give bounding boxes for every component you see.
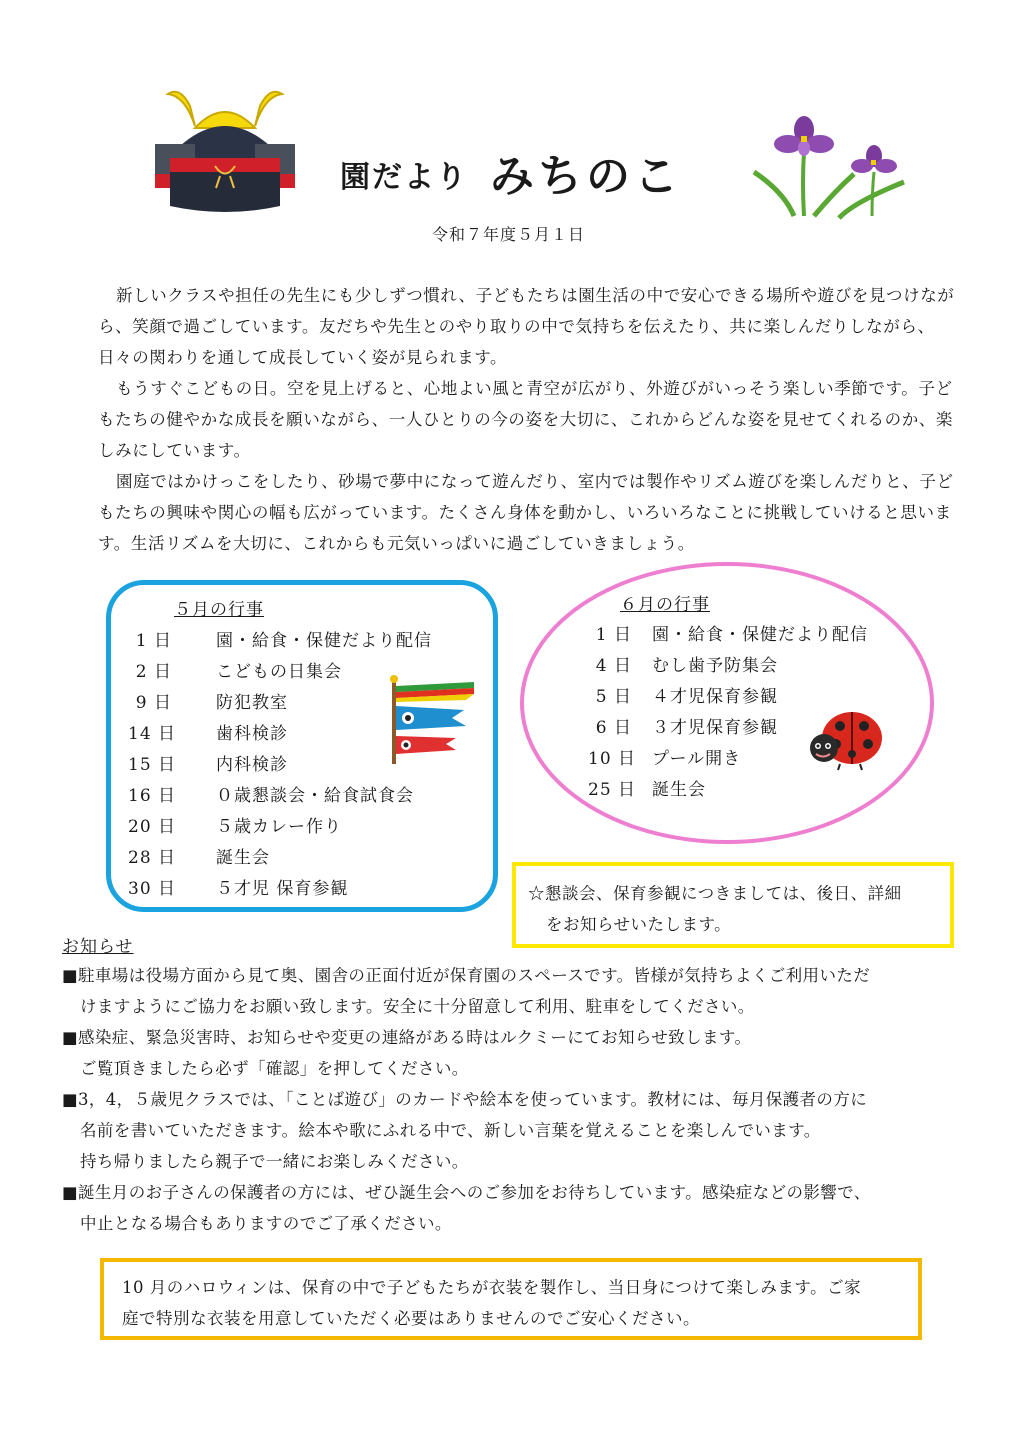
june-events-title: ６月の行事 — [620, 595, 710, 615]
event-text: 園・給食・保健だより配信 — [216, 631, 432, 651]
intro-paragraph: 新しいクラスや担任の先生にも少しずつ慣れ、子どもたちは園生活の中で安心できる場所や遊びを見つけながら、笑顔で過ごしています。友だちや先生とのやり取りの中で気持ちを伝えたり、共に楽しんだりしながら、日々の関わりを通して成長していく姿が見られます。 — [98, 286, 955, 367]
event-day: 14 日 — [128, 724, 177, 744]
event-day: 20 日 — [128, 817, 177, 837]
notice-item: ■誕生月のお子さんの保護者の方には、ぜひ誕生会へのご参加をお待ちしています。感染症などの影響で、 — [62, 1183, 871, 1202]
event-text: ０歳懇談会・給食試食会 — [216, 786, 414, 806]
event-day: 1 日 — [135, 631, 172, 651]
iris-flower-icon — [744, 112, 914, 220]
event-text: ４才児保育参観 — [652, 687, 778, 707]
notice-item: ■駐車場は役場方面から見て奥、園舎の正面付近が保育園のスペースです。皆様が気持ちよくご利用いただ — [62, 966, 871, 985]
intro-paragraph: 園庭ではかけっこをしたり、砂場で夢中になって遊んだり、室内では製作やリズム遊びを楽しんだりと、子どもたちの興味や関心の幅も広がっています。たくさん身体を動かし、いろいろなことに挑戦していけると思います。生活リズムを大切に、これからも元気いっぱいに過ごしていきましょう。 — [98, 472, 954, 553]
event-text: ５才児 保育参観 — [216, 879, 349, 899]
notices-heading: お知らせ — [62, 937, 134, 957]
may-events-title: ５月の行事 — [174, 600, 264, 620]
event-day: 15 日 — [128, 755, 177, 775]
event-text: こどもの日集会 — [216, 662, 342, 682]
event-day: 2 日 — [135, 662, 172, 682]
notice-item-cont: 名前を書いていただきます。絵本や歌にふれる中で、新しい言葉を覚えることを楽しんでいます。 — [80, 1121, 821, 1140]
notice-line: をお知らせいたします。 — [546, 915, 732, 934]
notice-item-cont: けますようにご協力をお願い致します。安全に十分留意して利用、駐車をしてください。 — [80, 997, 755, 1016]
newsletter-title: みちのこ — [490, 151, 682, 202]
halloween-line: 10 月のハロウィンは、保育の中で子どもたちが衣装を製作し、当日身につけて楽しみます。ご家 — [122, 1278, 862, 1297]
notice-item: ■感染症、緊急災害時、お知らせや変更の連絡がある時はルクミーにてお知らせ致します。 — [62, 1028, 752, 1047]
event-day: 28 日 — [128, 848, 177, 868]
conference-notice — [512, 862, 954, 948]
event-text: 歯科検診 — [216, 724, 288, 744]
koinobori-icon — [386, 674, 478, 766]
event-text: むし歯予防集会 — [652, 656, 778, 676]
kabuto-icon — [150, 86, 300, 216]
notice-item: ■3，4，５歳児クラスでは、「ことば遊び」のカードや絵本を使っています。教材には、毎月保護者の方に — [62, 1090, 868, 1109]
newsletter-label: 園だより — [340, 160, 468, 195]
event-text: 内科検診 — [216, 755, 288, 775]
event-day: 5 日 — [595, 687, 632, 707]
event-day: 10 日 — [588, 749, 637, 769]
event-text: プール開き — [652, 749, 742, 769]
halloween-notice — [100, 1258, 922, 1340]
event-day: 16 日 — [128, 786, 177, 806]
notice-item-cont: ご覧頂きましたら必ず「確認」を押してください。 — [80, 1059, 469, 1078]
ladybug-icon — [804, 706, 884, 772]
event-day: 25 日 — [588, 780, 637, 800]
notice-line: ☆懇談会、保育参観につきましては、後日、詳細 — [528, 884, 902, 903]
event-text: 誕生会 — [652, 780, 706, 800]
event-text: 園・給食・保健だより配信 — [652, 625, 868, 645]
event-day: 9 日 — [135, 693, 172, 713]
notice-item-cont: 中止となる場合もありますのでご了承ください。 — [80, 1214, 452, 1233]
event-text: 誕生会 — [216, 848, 270, 868]
event-text: 防犯教室 — [216, 693, 288, 713]
halloween-line: 庭で特別な衣装を用意していただく必要はありませんのでご安心ください。 — [122, 1309, 700, 1328]
notice-item-cont: 持ち帰りましたら親子で一緒にお楽しみください。 — [80, 1152, 469, 1171]
event-day: 4 日 — [595, 656, 632, 676]
issue-date: 令和７年度５月１日 — [432, 225, 586, 244]
event-text: ３才児保育参観 — [652, 718, 778, 738]
intro-paragraph: もうすぐこどもの日。空を見上げると、心地よい風と青空が広がり、外遊びがいっそう楽しい季節です。子どもたちの健やかな成長を願いながら、一人ひとりの今の姿を大切に、これからどんな姿を見せてくれるのか、楽しみにしています。 — [98, 379, 953, 460]
event-day: 6 日 — [595, 718, 632, 738]
event-day: 1 日 — [595, 625, 632, 645]
notices-list — [62, 960, 972, 1239]
intro-text — [98, 280, 964, 559]
event-day: 30 日 — [128, 879, 177, 899]
event-text: ５歳カレー作り — [216, 817, 342, 837]
